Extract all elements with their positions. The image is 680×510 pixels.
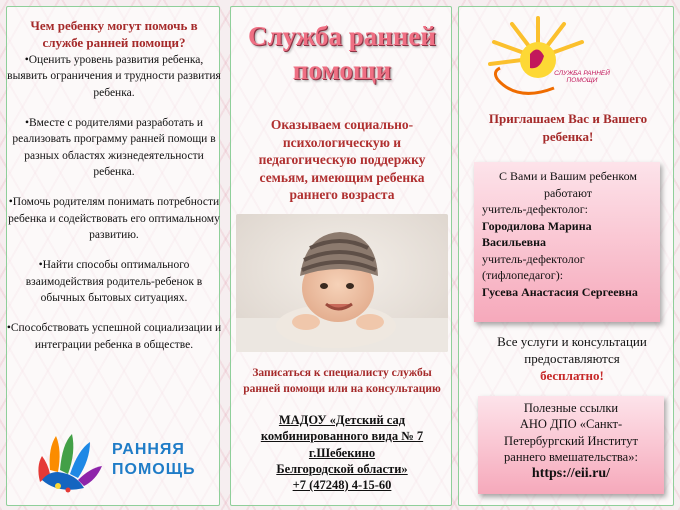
free-services-text: Все услуги и консультации предоставляются бесплатно!: [470, 334, 674, 385]
service-subtitle: Оказываем социально-психологическую и педагогическую поддержку семьям, имеющим ребенка раннего возраста: [258, 117, 426, 203]
links-url[interactable]: https://eii.ru/: [531, 466, 611, 481]
staff-intro: С Вами и Вашим ребенком работают: [499, 169, 637, 200]
benefits-list: [6, 52, 222, 367]
staff-role: учитель-дефектолог:: [482, 202, 589, 217]
benefit-item: •Оценить уровень развития ребенка, выявить ограничения и трудности развития ребенка.: [7, 54, 221, 99]
organization-contacts: МАДОУ «Детский сад комбинированного вида № 7 г.Шебекино Белгородской области» +7 (47248) 4-15-60: [236, 412, 448, 493]
benefit-item: •Найти способы оптимального взаимодействия родитель-ребенок в обычных бытовых ситуациях.: [25, 259, 203, 304]
useful-links-box: [478, 396, 664, 494]
staff-name: Городилова Марина Васильевна: [482, 218, 592, 250]
invite-heading: Приглашаем Вас и Вашего ребенка!: [488, 111, 648, 144]
signup-text: Записаться к специалисту службы ранней помощи или на консультацию: [243, 367, 441, 395]
staff-role: учитель-дефектолог (тифлопедагог):: [482, 251, 585, 283]
logo-text: РАННЯЯ ПОМОЩЬ: [112, 441, 196, 478]
benefit-item: •Способствовать успешной социализации и интеграции ребенка в обществе.: [6, 322, 222, 351]
left-title: Чем ребенку могут помочь в службе ранней помощи?: [30, 18, 198, 50]
page-title: Служба ранней помощи: [248, 21, 436, 85]
links-title: Полезные ссылки: [523, 401, 619, 415]
benefit-item: •Помочь родителям понимать потребности ребенка и содействовать его оптимальному развитию.: [8, 196, 220, 241]
baby-photo: [236, 214, 448, 352]
sun-logo-label: СЛУЖБА РАННЕЙ ПОМОЩИ: [554, 70, 610, 85]
sun-logo-icon: [478, 14, 598, 110]
links-org: АНО ДПО «Санкт-Петербургский Институт раннего вмешательства»:: [504, 417, 638, 464]
benefit-item: •Вместе с родителями разработать и реализовать программу ранней помощи в разных областях жизнедеятельности ребенка.: [12, 116, 216, 178]
phone-number: +7 (47248) 4-15-60: [292, 478, 392, 492]
staff-box: [474, 162, 660, 322]
hand-logo-icon: [28, 430, 118, 500]
staff-name: Гусева Анастасия Сергеевна: [482, 284, 638, 299]
free-word: бесплатно!: [540, 367, 604, 383]
